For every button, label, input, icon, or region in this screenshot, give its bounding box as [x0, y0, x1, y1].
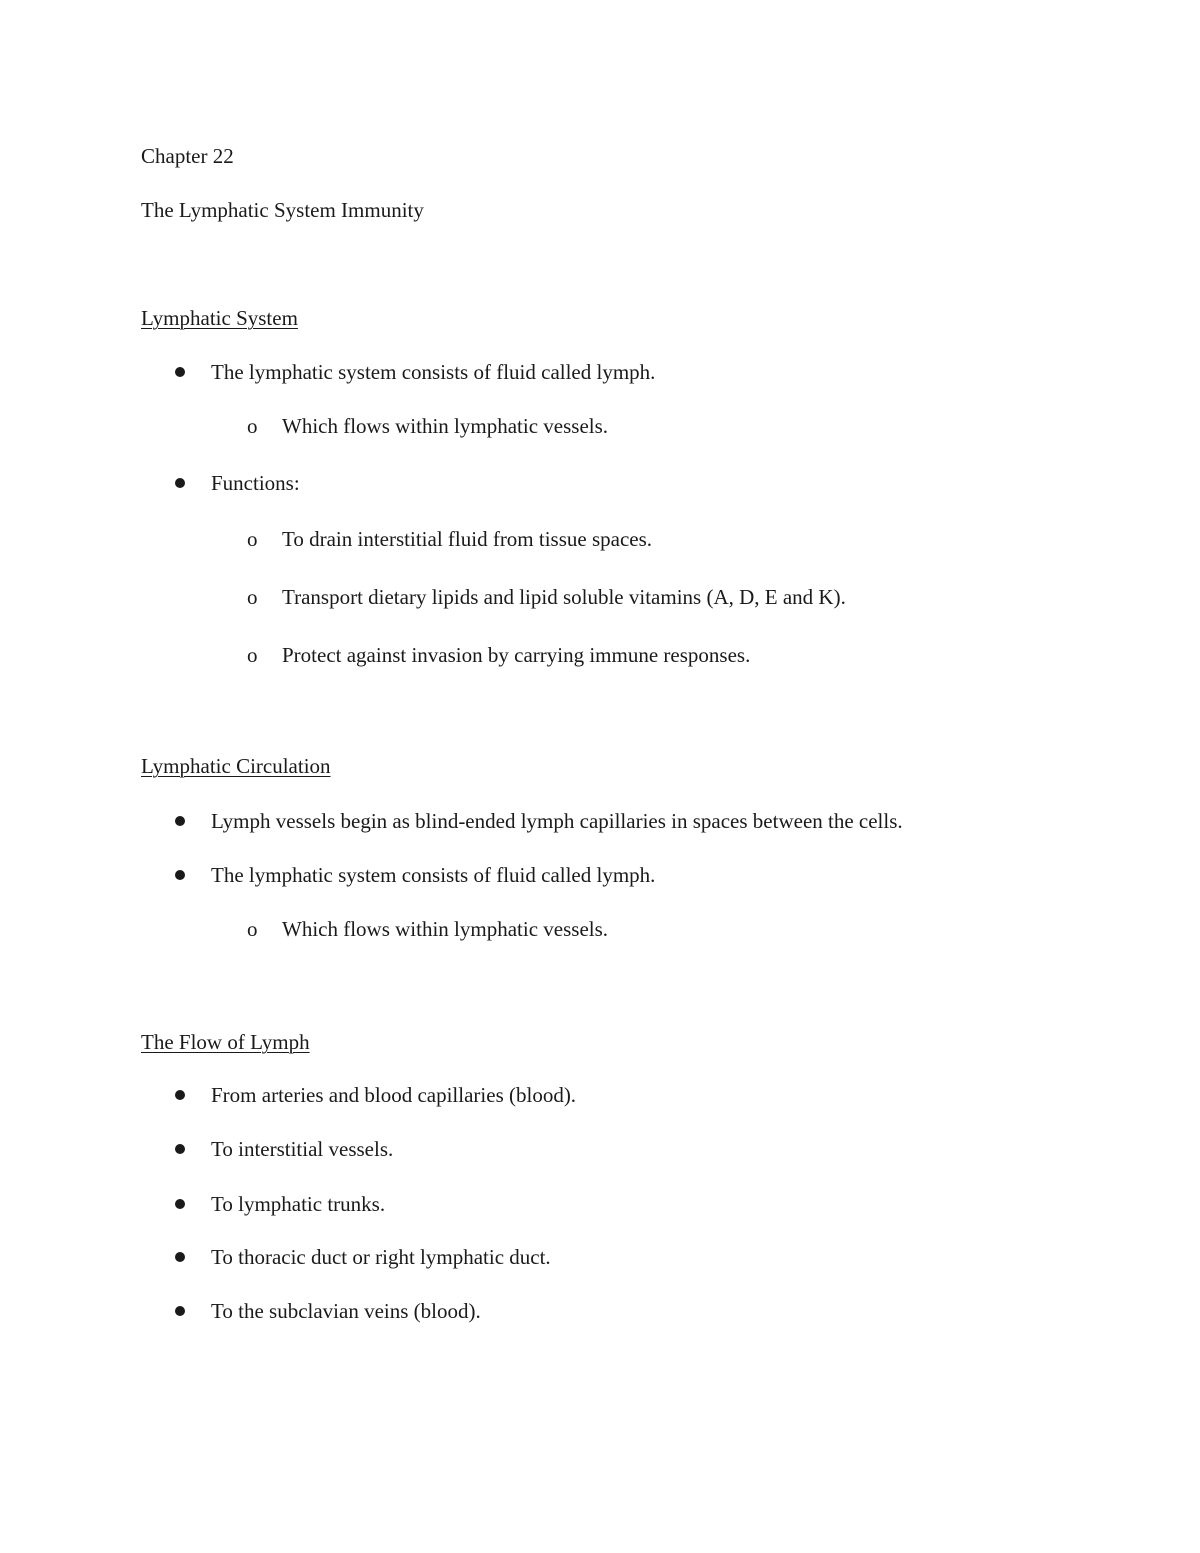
bullet-icon: [175, 478, 185, 488]
sub-list-item: Protect against invasion by carrying immune responses.: [282, 643, 751, 667]
bullet-icon: [175, 1306, 185, 1316]
list-item: To thoracic duct or right lymphatic duct.: [211, 1245, 551, 1269]
list-item: Functions:: [211, 471, 300, 495]
bullet-icon: [175, 1144, 185, 1154]
sub-list-item: Which flows within lymphatic vessels.: [282, 414, 609, 438]
sub-list-item: Transport dietary lipids and lipid soluble vitamins (A, D, E and K).: [282, 585, 846, 609]
list-item: From arteries and blood capillaries (blood).: [211, 1083, 577, 1107]
bullet-icon: [175, 1199, 185, 1209]
bullet-icon: [175, 1252, 185, 1262]
list-item: The lymphatic system consists of fluid called lymph.: [211, 360, 656, 384]
sub-bullet-icon: o: [247, 527, 258, 551]
sub-bullet-icon: o: [247, 585, 258, 609]
list-item: The lymphatic system consists of fluid called lymph.: [211, 863, 656, 887]
bullet-icon: [175, 870, 185, 880]
bullet-icon: [175, 816, 185, 826]
chapter-title: Chapter 22: [141, 144, 234, 168]
bullet-icon: [175, 1090, 185, 1100]
section-heading-lymphatic-system: Lymphatic System: [141, 306, 298, 330]
sub-list-item: To drain interstitial fluid from tissue spaces.: [282, 527, 653, 551]
sub-bullet-icon: o: [247, 414, 258, 438]
sub-bullet-icon: o: [247, 643, 258, 667]
list-item: To lymphatic trunks.: [211, 1192, 386, 1216]
document-subtitle: The Lymphatic System Immunity: [141, 198, 424, 222]
section-heading-lymphatic-circulation: Lymphatic Circulation: [141, 754, 331, 778]
bullet-icon: [175, 367, 185, 377]
sub-list-item: Which flows within lymphatic vessels.: [282, 917, 609, 941]
list-item: Lymph vessels begin as blind-ended lymph capillaries in spaces between the cells.: [211, 809, 903, 833]
section-heading-flow-of-lymph: The Flow of Lymph: [141, 1030, 310, 1054]
list-item: To interstitial vessels.: [211, 1137, 394, 1161]
list-item: To the subclavian veins (blood).: [211, 1299, 481, 1323]
sub-bullet-icon: o: [247, 917, 258, 941]
